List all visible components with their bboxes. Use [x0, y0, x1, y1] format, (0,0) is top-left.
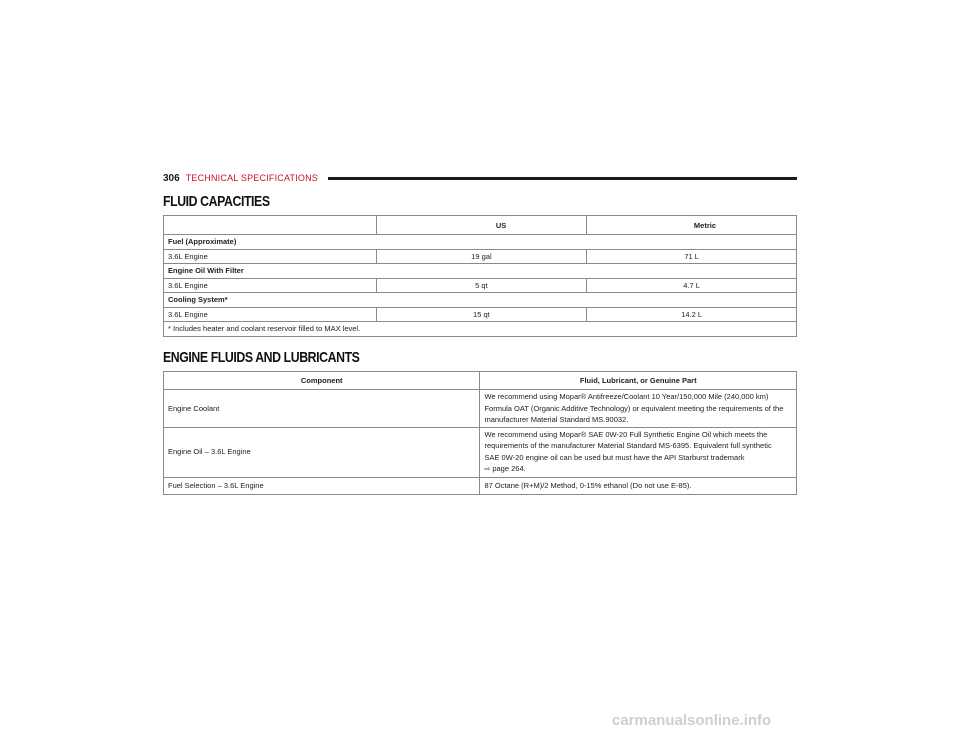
group-row	[164, 264, 797, 279]
fluid-capacities-table	[163, 215, 797, 337]
metric-cell: 71 L	[587, 249, 797, 264]
fluid-cell	[480, 390, 797, 428]
section-name: TECHNICAL SPECIFICATIONS	[185, 173, 319, 183]
footnote: * Includes heater and coolant reservoir filled to MAX level.	[164, 322, 797, 337]
table-row	[164, 278, 797, 293]
column-header-fluid: Fluid, Lubricant, or Genuine Part	[480, 372, 797, 390]
page-number: 306	[163, 172, 180, 184]
item-cell: 3.6L Engine	[164, 249, 377, 264]
component-cell: Engine Coolant	[164, 390, 480, 428]
fluid-capacities-title: FLUID CAPACITIES	[163, 193, 270, 210]
us-cell: 15 qt	[376, 307, 587, 322]
fluid-line: 87 Octane (R+M)/2 Method, 0-15% ethanol (Do not use E-85).	[484, 480, 692, 490]
group-label: Engine Oil With Filter	[164, 264, 797, 279]
table-row	[164, 249, 797, 264]
header-rule	[328, 177, 797, 180]
fluid-line: requirements of the manufacturer Material Standard MS-6395. Equivalent full synthetic	[484, 441, 772, 450]
page-reference-link[interactable]	[484, 463, 792, 476]
engine-fluids-table	[163, 371, 797, 495]
item-cell: 3.6L Engine	[164, 307, 377, 322]
group-label: Cooling System*	[164, 293, 797, 308]
fluid-line: manufacturer Material Standard MS.90032.	[484, 415, 629, 424]
table-row	[164, 307, 797, 322]
page-reference-text: page 264.	[492, 464, 526, 473]
fluid-line: We recommend using Mopar® Antifreeze/Coolant 10 Year/150,000 Mile (240,000 km)	[484, 392, 769, 401]
us-cell: 19 gal	[376, 249, 587, 264]
engine-fluids-title: ENGINE FLUIDS AND LUBRICANTS	[163, 349, 360, 366]
footnote-row	[164, 322, 797, 337]
item-cell: 3.6L Engine	[164, 278, 377, 293]
component-cell: Engine Oil – 3.6L Engine	[164, 427, 480, 477]
fluid-cell	[480, 477, 797, 494]
table-row	[164, 390, 797, 428]
metric-cell: 4.7 L	[587, 278, 797, 293]
group-row	[164, 293, 797, 308]
column-header-blank	[164, 216, 377, 235]
column-header-metric: Metric	[587, 216, 797, 235]
table-header-row	[164, 216, 797, 235]
us-cell: 5 qt	[376, 278, 587, 293]
arrow-right-icon: ⇨	[484, 466, 491, 473]
column-header-us: US	[376, 216, 587, 235]
fluid-line: SAE 0W-20 engine oil can be used but must have the API Starburst trademark	[484, 452, 745, 462]
table-row	[164, 427, 797, 477]
column-header-component: Component	[164, 372, 480, 390]
fluid-cell	[480, 427, 797, 477]
fluid-line: Formula OAT (Organic Additive Technology) or equivalent meeting the requirements of the	[484, 403, 784, 413]
metric-cell: 14.2 L	[587, 307, 797, 322]
group-label: Fuel (Approximate)	[164, 235, 797, 250]
page-header	[163, 171, 797, 185]
fluid-line: We recommend using Mopar® SAE 0W-20 Full Synthetic Engine Oil which meets the	[484, 429, 768, 439]
group-row	[164, 235, 797, 250]
table-header-row	[164, 372, 797, 390]
table-row	[164, 477, 797, 494]
watermark: carmanualsonline.info	[612, 712, 772, 729]
component-cell: Fuel Selection – 3.6L Engine	[164, 477, 480, 494]
